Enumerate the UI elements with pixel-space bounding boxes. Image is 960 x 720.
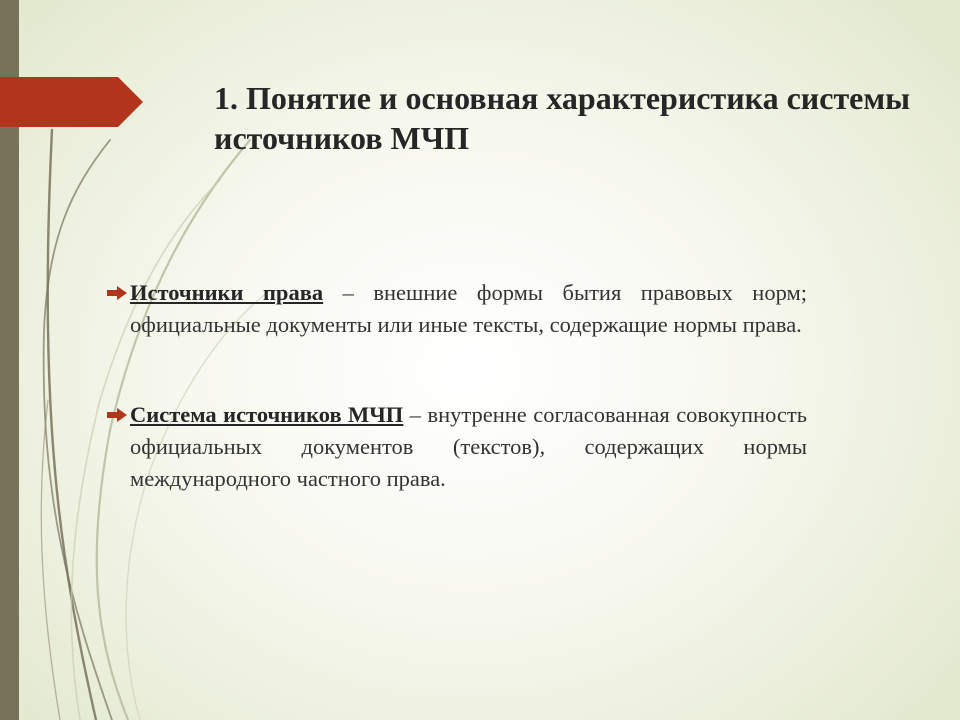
bullet-list: [107, 277, 807, 495]
arrow-bullet-icon: [107, 286, 127, 300]
slide-title: 1. Понятие и основная характеристика системы источников МЧП: [214, 80, 911, 156]
bullet-item-sources-of-law: [107, 277, 807, 341]
definition-sources-of-law: – внешние формы бытия правовых норм; официальные документы или иные тексты, содержащие нормы права.: [130, 280, 807, 337]
title-arrow-shape: [0, 77, 143, 127]
term-system-of-sources: Система источников МЧП: [130, 402, 404, 427]
definition-system-of-sources: – внутренне согласованная совокупность официальных документов (текстов), содержащих нормы международного частного права.: [130, 402, 807, 491]
bullet-item-system-of-sources: [107, 399, 807, 495]
arrow-bullet-icon: [107, 408, 127, 422]
term-sources-of-law: Источники права: [130, 280, 324, 305]
